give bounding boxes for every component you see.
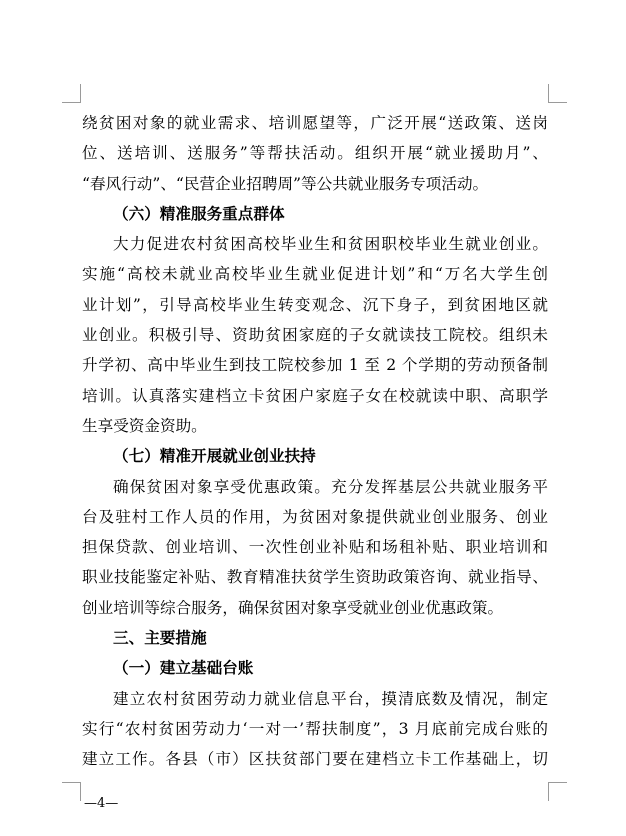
section-heading-6: （六）精准服务重点群体 bbox=[113, 203, 285, 223]
subsection-heading-1: （一）建立基础台账 bbox=[113, 658, 254, 678]
paragraph-line: 位、送培训、送服务”等帮扶活动。组织开展“就业援助月”、 bbox=[82, 144, 548, 163]
paragraph-line: 确保贫困对象享受优惠政策。充分发挥基层公共就业服务平 bbox=[113, 477, 548, 496]
paragraph-line: 绕贫困对象的就业需求、培训愿望等，广泛开展“送政策、送岗 bbox=[82, 114, 548, 132]
paragraph-line: 业创业。积极引导、资助贫困家庭的子女就读技工院校。组织未 bbox=[82, 326, 548, 345]
paragraph-line: 建立工作。各县（市）区扶贫部门要在建档立卡工作基础上，切 bbox=[82, 750, 548, 769]
crop-mark-bottom-left bbox=[62, 782, 81, 801]
section-heading-7: （七）精准开展就业创业扶持 bbox=[113, 446, 316, 466]
document-body bbox=[82, 108, 548, 775]
paragraph-line: 升学初、高中毕业生到技工院校参加 1 至 2 个学期的劳动预备制 bbox=[82, 356, 548, 375]
paragraph-line: 生享受资金资助。 bbox=[82, 416, 207, 435]
paragraph-line: 台及驻村工作人员的作用，为贫困对象提供就业创业服务、创业 bbox=[82, 507, 548, 526]
paragraph-line: 职业技能鉴定补贴、教育精准扶贫学生资助政策咨询、就业指导、 bbox=[82, 568, 548, 587]
paragraph-line: 实行“农村贫困劳动力‘一对一’帮扶制度”，3 月底前完成台账的 bbox=[82, 719, 548, 738]
paragraph-line: 担保贷款、创业培训、一次性创业补贴和场租补贴、职业培训和 bbox=[82, 538, 548, 557]
paragraph-line: “春风行动”、“民营企业招聘周”等公共就业服务专项活动。 bbox=[82, 174, 489, 193]
crop-mark-top-left bbox=[62, 84, 81, 103]
paragraph-line: 建立农村贫困劳动力就业信息平台，摸清底数及情况，制定 bbox=[113, 689, 548, 708]
crop-mark-bottom-right bbox=[548, 782, 567, 801]
paragraph-line: 培训。认真落实建档立卡贫困户家庭子女在校就读中职、高职学 bbox=[82, 386, 548, 405]
page-number: —4— bbox=[84, 796, 119, 811]
crop-mark-top-right bbox=[548, 84, 567, 103]
paragraph-line: 创业培训等综合服务，确保贫困对象享受就业创业优惠政策。 bbox=[82, 598, 504, 617]
paragraph-line: 业计划”，引导高校毕业生转变观念、沉下身子，到贫困地区就 bbox=[82, 295, 548, 314]
paragraph-line: 实施“高校未就业高校毕业生就业促进计划”和“万名大学生创 bbox=[82, 265, 548, 284]
part-heading-3: 三、主要措施 bbox=[113, 629, 207, 648]
paragraph-line: 大力促进农村贫困高校毕业生和贫困职校毕业生就业创业。 bbox=[113, 235, 548, 254]
